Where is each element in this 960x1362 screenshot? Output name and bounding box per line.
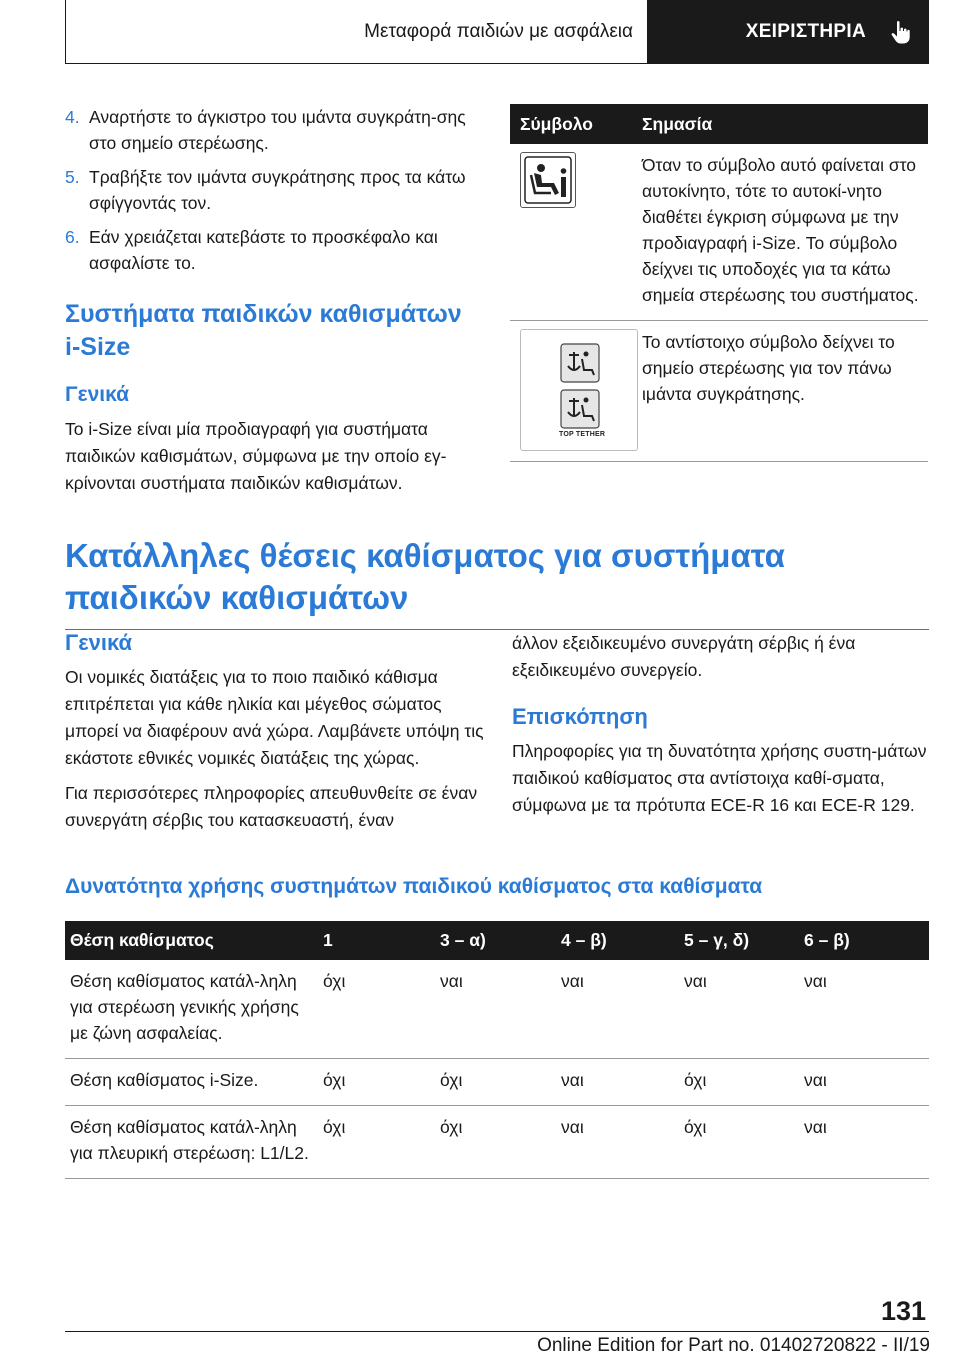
- table-cell: ναι: [561, 1070, 584, 1090]
- table-row: [65, 1059, 929, 1106]
- hand-pointer-icon: [888, 19, 914, 45]
- page-header: [65, 0, 929, 64]
- table-cell: ναι: [561, 1117, 584, 1137]
- table-cell: ναι: [804, 1070, 827, 1090]
- header-cell: 3 – α): [440, 930, 486, 950]
- table-cell: όχι: [323, 1070, 346, 1090]
- top-tether-anchor-icon: [520, 329, 638, 451]
- table-cell: ναι: [804, 1117, 827, 1137]
- general-paragraph-2: Για περισσότερες πληροφορίες απευθυνθείτε σε έναν συνεργάτη σέρβις του κατασκευαστή, έναν: [65, 783, 478, 830]
- isize-section-title: Συστήματα παιδικών καθισμάτων i‑Size: [65, 300, 462, 361]
- table-cell: Θέση καθίσματος i-Size.: [70, 1070, 259, 1090]
- general-heading: Γενικά: [65, 630, 133, 655]
- footer-divider: [65, 1331, 929, 1332]
- header-cell: 5 – γ, δ): [684, 930, 750, 950]
- general-paragraph-1: Οι νομικές διατάξεις για το ποιο παιδικό κάθισμα επιτρέπεται για κάθε ηλικία και μέγεθος σώματος μπορεί να διαφέρουν ανά χώρα. Λαμβάνετε υπόψη τις εκάστοτε εθνικές νομικές διατάξεις της χώρας.: [65, 667, 484, 768]
- left-column-top: [65, 104, 485, 497]
- symbol-meaning-text: Το αντίστοιχο σύμβολο δείχνει το σημείο στερέωσης για τον πάνω ιμάντα συγκράτησης.: [642, 332, 895, 404]
- header-cell: 1: [323, 930, 333, 950]
- general-paragraph-2-continued: άλλον εξειδικευμένο συνεργάτη σέρβις ή ένα εξειδικευμένο συνεργείο.: [512, 633, 856, 680]
- table-cell: Θέση καθίσματος κατάλ-ληλη για στερέωση γενικής χρήσης με ζώνη ασφαλείας.: [70, 971, 299, 1043]
- col-symbol-header: Σύμβολο: [520, 113, 593, 134]
- overview-text: Πληροφορίες για τη δυνατότητα χρήσης συστη-μάτων παιδικού καθίσματος στα αντίστοιχα καθί-σματα, σύμφωνα με τα πρότυπα ECE-R 16 και ECE-R 129.: [512, 741, 927, 815]
- table-cell: ναι: [561, 971, 584, 991]
- table-row: [65, 1106, 929, 1179]
- table-cell: όχι: [323, 971, 346, 991]
- table-cell: όχι: [684, 1117, 707, 1137]
- step-number: 6.: [65, 227, 80, 247]
- seat-table: [65, 921, 929, 1179]
- overview-heading: Επισκόπηση: [512, 704, 648, 729]
- isize-general-text: Το i-Size είναι μία προδιαγραφή για συστήματα παιδικών καθισμάτων, σύμφωνα με την οποίο εγ-κρίνονται συστήματα παιδικών καθισμάτων.: [65, 419, 447, 493]
- table-cell: όχι: [440, 1117, 463, 1137]
- isize-general-heading: Γενικά: [65, 383, 130, 406]
- table-cell: όχι: [440, 1070, 463, 1090]
- header-cell: 4 – β): [561, 930, 607, 950]
- top-tether-label: TOP TETHER: [559, 431, 606, 438]
- table-cell: ναι: [804, 971, 827, 991]
- table-row: [510, 144, 928, 321]
- step-text: Τραβήξτε τον ιμάντα συγκράτησης προς τα κάτω σφίγγοντάς τον.: [89, 167, 466, 213]
- step-number: 4.: [65, 107, 80, 127]
- left-column-mid: [65, 630, 485, 834]
- seat-table-title: Δυνατότητα χρήσης συστημάτων παιδικού καθίσματος στα καθίσματα: [65, 875, 763, 898]
- symbol-table: [510, 104, 928, 462]
- header-chapter: [647, 0, 928, 63]
- table-row: [65, 960, 929, 1059]
- step-number: 5.: [65, 167, 80, 187]
- header-cell: Θέση καθίσματος: [70, 930, 214, 950]
- table-cell: ναι: [684, 971, 707, 991]
- footer-edition: Online Edition for Part no. 01402720822 - II/19: [537, 1335, 930, 1356]
- isize-child-seat-icon: [520, 152, 576, 208]
- right-column-mid: [512, 630, 930, 819]
- page-number: 131: [880, 1296, 926, 1326]
- table-row: [510, 321, 928, 462]
- page-title: Κατάλληλες θέσεις καθίσματος για συστήματα παιδικών καθισμάτων: [65, 535, 929, 630]
- symbol-table-header: [510, 104, 928, 144]
- header-chapter-label: ΧΕΙΡΙΣΤΗΡΙΑ: [745, 20, 866, 42]
- header-cell: 6 – β): [804, 930, 850, 950]
- seat-table-header: [65, 921, 929, 960]
- table-cell: ναι: [440, 971, 463, 991]
- table-cell: Θέση καθίσματος κατάλ-ληλη για πλευρική στερέωση: L1/L2.: [70, 1117, 309, 1163]
- table-cell: όχι: [684, 1070, 707, 1090]
- table-cell: όχι: [323, 1117, 346, 1137]
- col-meaning-header: Σημασία: [642, 113, 713, 134]
- header-section-title: Μεταφορά παιδιών με ασφάλεια: [364, 20, 633, 42]
- step-item: [65, 224, 485, 276]
- step-text: Εάν χρειάζεται κατεβάστε το προσκέφαλο και ασφαλίστε το.: [89, 227, 438, 273]
- step-item: [65, 104, 485, 156]
- step-text: Αναρτήστε το άγκιστρο του ιμάντα συγκράτη-σης στο σημείο στερέωσης.: [89, 107, 466, 153]
- symbol-meaning-text: Όταν το σύμβολο αυτό φαίνεται στο αυτοκίνητο, τότε το αυτοκί-νητο διαθέτει έγκριση σύμφωνα με την προδιαγραφή i-Size. Το σύμβολο δείχνει τις υποδοχές για τα κάτω σημεία στερέωσης του συστήματος.: [642, 155, 919, 305]
- step-item: [65, 164, 485, 216]
